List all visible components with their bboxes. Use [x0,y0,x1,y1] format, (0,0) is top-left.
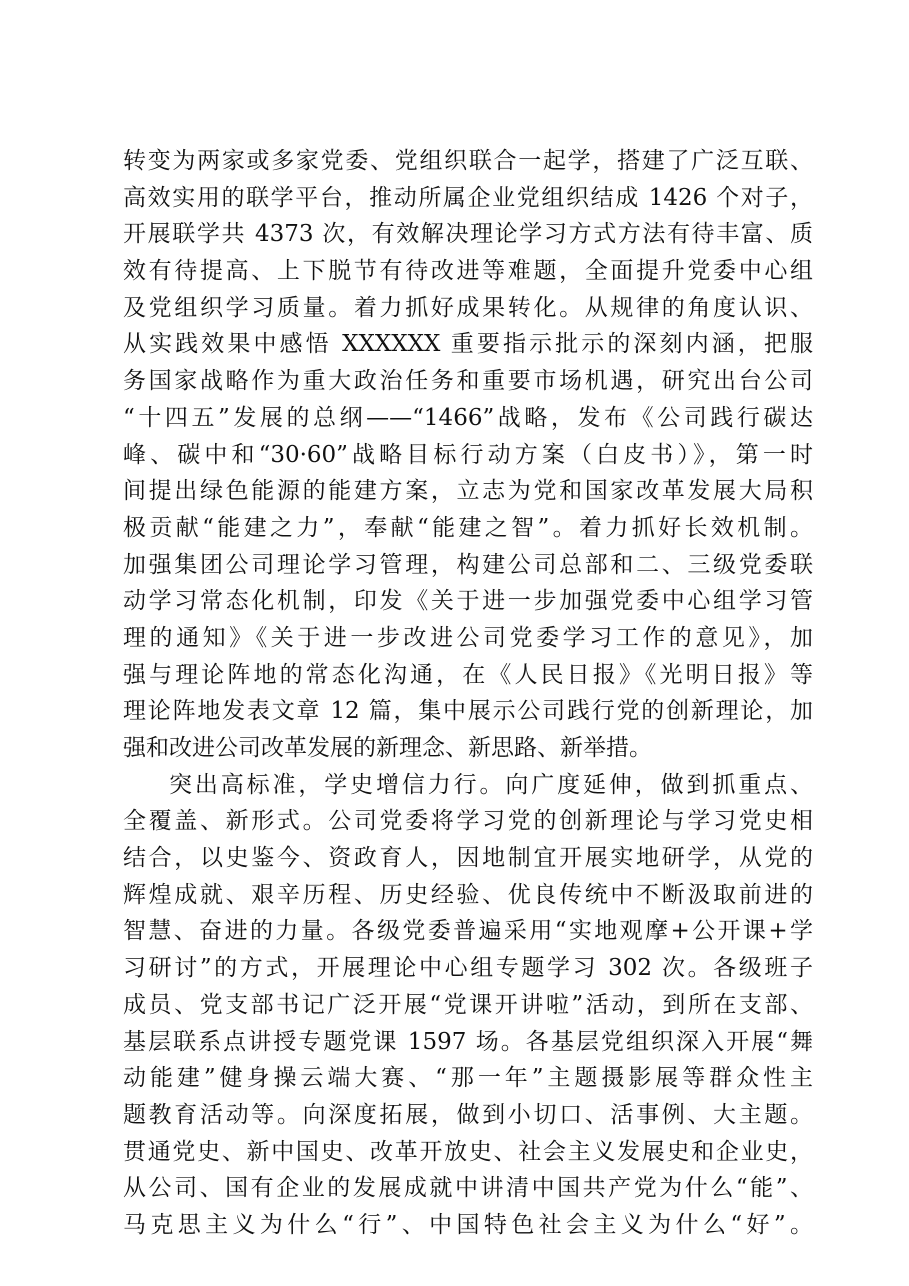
text-line-content: 间提出绿色能源的能建方案，立志为党和国家改革发展大局积 [123,478,813,505]
text-line-content: 突出高标准，学史增信力行。向广度延伸，做到抓重点、 [169,771,813,798]
body-text [123,143,813,1244]
text-line [123,1060,813,1097]
text-line-content: 强与理论阵地的常态化沟通，在《人民日报》《光明日报》等 [123,661,813,688]
text-line [123,473,813,510]
text-line [123,363,813,400]
text-line [123,437,813,474]
text-line [123,987,813,1024]
text-line-content: 成员、党支部书记广泛开展“党课开讲啦”活动，到所在支部、 [123,991,813,1018]
text-line [123,216,813,253]
text-line [123,143,813,180]
text-line [123,583,813,620]
text-line [123,1207,813,1244]
text-line-content: 理论阵地发表文章 12 篇，集中展示公司践行党的创新理论，加 [123,698,813,725]
text-line-content: 转变为两家或多家党委、党组织联合一起学，搭建了广泛互联、 [123,148,813,174]
text-line-content: 基层联系点讲授专题党课 1597 场。各基层党组织深入开展“舞 [123,1028,813,1055]
text-line-content: 峰、碳中和“30·60”战略目标行动方案（白皮书）》，第一时 [123,441,813,468]
text-line-content: 贯通党史、新中国史、改革开放史、社会主义发展史和企业史， [123,1138,813,1165]
text-line [123,1134,813,1171]
text-line [123,547,813,584]
text-line [123,180,813,217]
text-line-content: “十四五”发展的总纲——“1466”战略，发布《公司践行碳达 [123,404,813,431]
text-line-content: 理的通知》《关于进一步改进公司党委学习工作的意见》，加 [123,624,813,651]
text-line-content: 习研讨”的方式，开展理论中心组专题学习 302 次。各级班子 [123,955,813,982]
text-line [123,1097,813,1134]
text-line-content: 从实践效果中感悟 XXXXXX 重要指示批示的深刻内涵，把服 [123,331,813,358]
text-line [123,620,813,657]
text-line-content: 加强集团公司理论学习管理，构建公司总部和二、三级党委联 [123,551,813,578]
text-line [123,877,813,914]
text-line-content: 极贡献“能建之力”，奉献“能建之智”。着力抓好长效机制。 [123,514,813,541]
text-line [123,693,813,730]
text-line [123,290,813,327]
text-line [123,326,813,363]
text-line [123,950,813,987]
text-line [123,1170,813,1207]
paragraph-start-line [123,767,813,804]
text-line [123,510,813,547]
text-line-content: 动能建”健身操云端大赛、“那一年”主题摄影展等群众性主 [123,1065,813,1092]
text-line-content: 开展联学共 4373 次，有效解决理论学习方式方法有待丰富、质 [123,221,813,248]
text-line-content: 题教育活动等。向深度拓展，做到小切口、活事例、大主题。 [123,1101,813,1128]
text-line-content: 高效实用的联学平台，推动所属企业党组织结成 1426 个对子， [123,184,813,211]
text-line-content: 强和改进公司改革发展的新理念、新思路、新举措。 [123,735,652,761]
text-line [123,657,813,694]
text-line-content: 全覆盖、新形式。公司党委将学习党的创新理论与学习党史相 [123,808,813,835]
text-line-content: 效有待提高、上下脱节有待改进等难题，全面提升党委中心组 [123,258,813,285]
text-line [123,253,813,290]
text-line [123,803,813,840]
text-line-content: 动学习常态化机制，印发《关于进一步加强党委中心组学习管 [123,588,813,615]
text-line-content: 从公司、国有企业的发展成就中讲清中国共产党为什么“能”、 [123,1175,813,1202]
text-line-content: 马克思主义为什么“行”、中国特色社会主义为什么“好”。 [123,1211,813,1238]
text-line-content: 辉煌成就、艰辛历程、历史经验、优良传统中不断汲取前进的 [123,881,813,908]
text-line [123,1024,813,1061]
text-line-content: 结合，以史鉴今、资政育人，因地制宜开展实地研学，从党的 [123,845,813,872]
text-line-content: 务国家战略作为重大政治任务和重要市场机遇，研究出台公司 [123,368,813,395]
text-line-content: 及党组织学习质量。着力抓好成果转化。从规律的角度认识、 [123,294,813,321]
paragraph-end-line [123,730,813,767]
text-line [123,400,813,437]
text-line [123,913,813,950]
text-line [123,840,813,877]
text-line-content: 智慧、奋进的力量。各级党委普遍采用“实地观摩+公开课+学 [123,918,813,945]
